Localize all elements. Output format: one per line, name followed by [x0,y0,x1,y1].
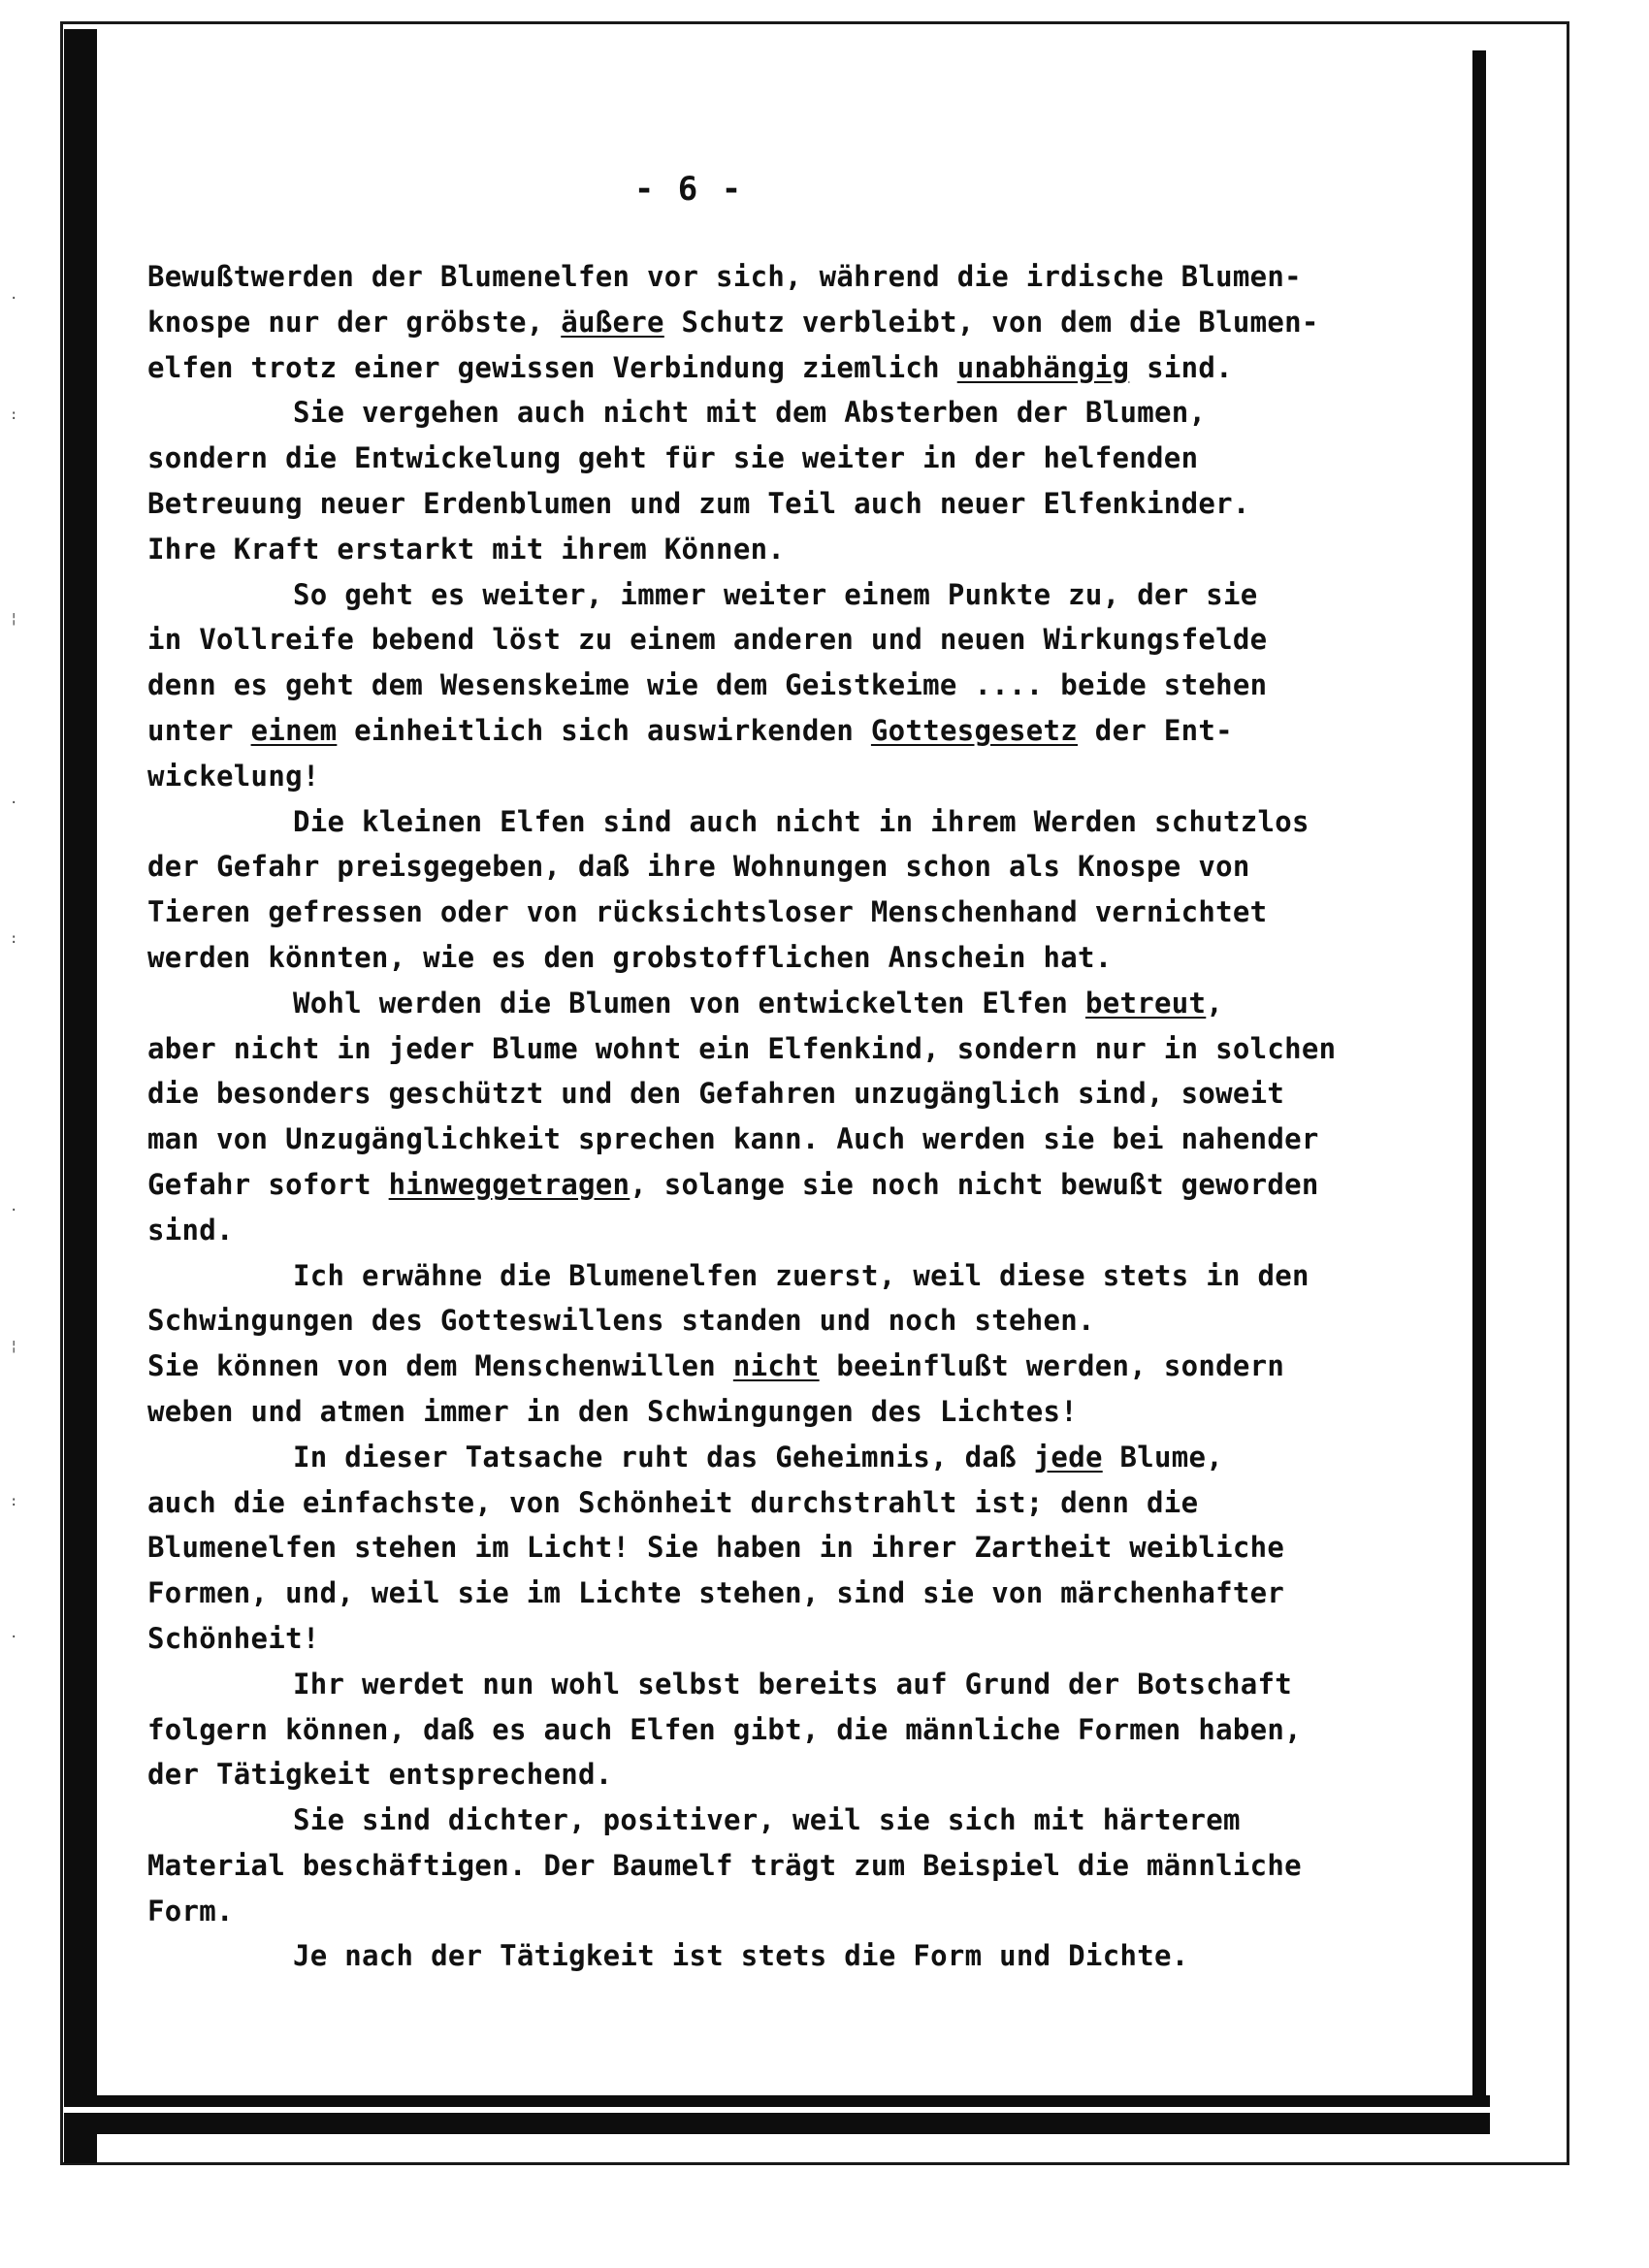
text-segment: auch die einfachste, von Schönheit durchstrahlt ist; denn die [147,1485,1199,1519]
text-line [147,1344,1447,1389]
text-segment: Blume, [1102,1440,1224,1474]
text-line [147,527,1447,572]
text-line [147,1117,1447,1162]
text-line [147,1208,1447,1253]
text-segment: Ihr werdet nun wohl selbst bereits auf Grund der Botschaft [293,1667,1293,1701]
text-segment: folgern können, daß es auch Elfen gibt, die männliche Formen haben, [147,1712,1302,1746]
text-segment: Schutz verbleibt, von dem die Blumen- [663,305,1319,339]
text-line [147,799,1447,845]
text-line [147,345,1447,391]
text-line [147,1889,1447,1934]
underlined-word: betreut [1084,986,1207,1020]
text-line [147,1298,1447,1344]
text-segment: Bewußtwerden der Blumenelfen vor sich, während die irdische Blumen- [147,260,1302,293]
text-line [147,254,1447,300]
text-segment: aber nicht in jeder Blume wohnt ein Elfenkind, sondern nur in solchen [147,1031,1337,1065]
text-segment: man von Unzugänglichkeit sprechen kann. Auch werden sie bei nahender [147,1122,1319,1156]
text-segment: Sie können von dem Menschenwillen [147,1349,733,1383]
scan-edge-right [1472,50,1486,2097]
text-segment: in Vollreife bebend löst zu einem anderen und neuen Wirkungsfelde [147,623,1268,657]
text-line [147,1026,1447,1072]
text-segment: Material beschäftigen. Der Baumelf trägt zum Beispiel die männliche [147,1848,1302,1882]
text-line [147,1480,1447,1526]
text-line [147,844,1447,890]
text-line [147,754,1447,799]
text-segment: , solange sie noch nicht bewußt geworden [630,1167,1319,1201]
text-line [147,1253,1447,1299]
text-segment: Die kleinen Elfen sind auch nicht in ihrem Werden schutzlos [293,804,1310,838]
text-line [147,708,1447,754]
text-segment: In dieser Tatsache ruht das Geheimnis, daß [293,1440,1034,1474]
text-segment: Formen, und, weil sie im Lichte stehen, sind sie von märchenhafter [147,1576,1285,1610]
text-segment: weben und atmen immer in den Schwingungen des Lichtes! [147,1394,1079,1428]
text-line [147,390,1447,436]
text-line [147,1843,1447,1889]
text-segment: sind. [147,1213,234,1247]
scan-edge-bottom [64,2095,1490,2134]
text-line [147,1435,1447,1480]
text-line [147,1162,1447,1208]
text-segment: der Gefahr preisgegeben, daß ihre Wohnungen schon als Knospe von [147,850,1250,884]
text-segment: denn es geht dem Wesenskeime wie dem Geistkeime .... beide stehen [147,668,1268,702]
text-segment: der Tätigkeit entsprechend. [147,1758,613,1792]
text-segment: werden könnten, wie es den grobstofflichen Anschein hat. [147,940,1113,974]
text-segment: Je nach der Tätigkeit ist stets die Form und Dichte. [293,1939,1189,1973]
underlined-word: hinweggetragen [388,1167,630,1201]
text-line [147,1752,1447,1798]
text-line [147,1798,1447,1843]
text-segment: knospe nur der gröbste, [147,305,562,339]
text-segment: beeinflußt werden, sondern [819,1349,1285,1383]
text-segment: einheitlich sich auswirkenden [337,713,871,747]
underlined-word: einem [250,713,338,747]
text-segment: So geht es weiter, immer weiter einem Punkte zu, der sie [293,577,1258,611]
text-line [147,1389,1447,1435]
underlined-word: jede [1033,1440,1103,1474]
text-segment: wickelung! [147,759,320,793]
text-line [147,890,1447,935]
text-line [147,1707,1447,1753]
text-line [147,1071,1447,1117]
margin-marks: · : ¦ · : · ¦ : · [10,291,18,1645]
text-segment: elfen trotz einer gewissen Verbindung ziemlich [147,350,957,384]
text-segment: Schwingungen des Gotteswillens standen und noch stehen. [147,1304,1095,1338]
scan-edge-left [64,29,97,2163]
text-segment: sind. [1129,350,1233,384]
text-line [147,436,1447,481]
body-text [147,254,1447,1979]
text-segment: , [1206,986,1224,1020]
text-segment: sondern die Entwickelung geht für sie weiter in der helfenden [147,441,1199,475]
text-line [147,617,1447,663]
text-line [147,481,1447,527]
text-line [147,663,1447,708]
text-line [147,572,1447,618]
text-segment: Form. [147,1894,234,1928]
text-line [147,1662,1447,1707]
text-segment: Betreuung neuer Erdenblumen und zum Teil auch neuer Elfenkinder. [147,486,1250,520]
underlined-word: unabhängig [956,350,1130,384]
underlined-word: nicht [732,1349,820,1383]
text-segment: Wohl werden die Blumen von entwickelten Elfen [293,986,1085,1020]
text-segment: Gefahr sofort [147,1167,389,1201]
underlined-word: Gottesgesetz [870,713,1079,747]
text-segment: Tieren gefressen oder von rücksichtsloser Menschenhand vernichtet [147,895,1268,929]
text-segment: Blumenelfen stehen im Licht! Sie haben in ihrer Zartheit weibliche [147,1531,1285,1565]
text-segment: die besonders geschützt und den Gefahren unzugänglich sind, soweit [147,1077,1285,1111]
text-line [147,1525,1447,1571]
text-line [147,1933,1447,1979]
text-segment: Sie vergehen auch nicht mit dem Absterben der Blumen, [293,396,1207,430]
underlined-word: äußere [561,305,664,339]
page-number: - 6 - [633,170,744,209]
text-segment: Schönheit! [147,1621,320,1655]
text-segment: Ihre Kraft erstarkt mit ihrem Können. [147,532,786,566]
text-segment: unter [147,713,251,747]
text-line [147,300,1447,345]
text-line [147,981,1447,1026]
text-segment: der Ent- [1078,713,1233,747]
text-line [147,1571,1447,1616]
text-line [147,935,1447,981]
text-segment: Ich erwähne die Blumenelfen zuerst, weil diese stets in den [293,1258,1310,1292]
text-line [147,1616,1447,1662]
text-segment: Sie sind dichter, positiver, weil sie sich mit härterem [293,1803,1241,1837]
